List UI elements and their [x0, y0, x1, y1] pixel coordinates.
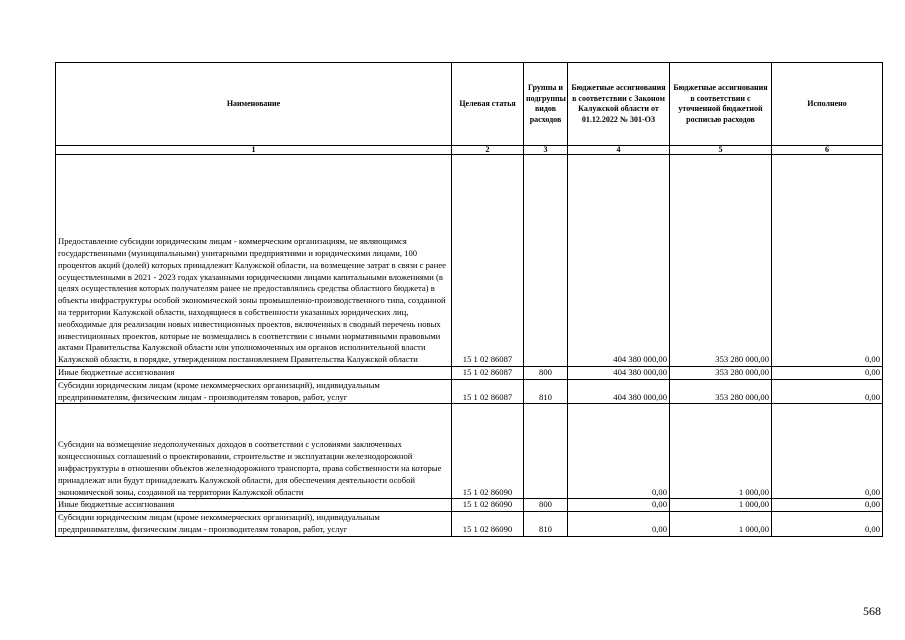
row-executed-amount: 0,00	[772, 499, 883, 512]
row-target-code: 15 1 02 86090	[452, 404, 524, 499]
row-name: Субсидии юридическим лицам (кроме некоммерческих организаций), индивидуальным предпринимателям, физическим лицам - производителям товаров, работ, услуг	[56, 512, 452, 537]
row-group	[524, 155, 568, 367]
column-number: 6	[772, 146, 883, 155]
page-number: 568	[863, 604, 881, 618]
row-law-amount: 404 380 000,00	[568, 155, 670, 367]
row-refined-amount: 1 000,00	[670, 404, 772, 499]
row-refined-amount: 353 280 000,00	[670, 155, 772, 367]
column-number: 4	[568, 146, 670, 155]
table-row	[56, 379, 883, 404]
header-expense-groups: Группы и подгруппы видов расходов	[524, 63, 568, 146]
row-name: Иные бюджетные ассигнования	[56, 499, 452, 512]
row-law-amount: 404 380 000,00	[568, 379, 670, 404]
row-executed-amount: 0,00	[772, 379, 883, 404]
row-executed-amount: 0,00	[772, 404, 883, 499]
header-row	[56, 63, 883, 146]
header-refined-allocations: Бюджетные ассигнования в соответствии с уточненной бюджетной росписью расходов	[670, 63, 772, 146]
column-number: 3	[524, 146, 568, 155]
row-law-amount: 0,00	[568, 499, 670, 512]
table-row	[56, 499, 883, 512]
budget-execution-table	[55, 62, 883, 537]
column-number: 1	[56, 146, 452, 155]
row-refined-amount: 1 000,00	[670, 499, 772, 512]
row-group: 800	[524, 499, 568, 512]
row-group: 800	[524, 367, 568, 380]
row-name: Иные бюджетные ассигнования	[56, 367, 452, 380]
row-executed-amount: 0,00	[772, 367, 883, 380]
table-row	[56, 404, 883, 499]
row-group: 810	[524, 379, 568, 404]
table-row	[56, 367, 883, 380]
row-target-code: 15 1 02 86090	[452, 512, 524, 537]
row-refined-amount: 353 280 000,00	[670, 367, 772, 380]
row-target-code: 15 1 02 86087	[452, 379, 524, 404]
header-law-allocations: Бюджетные ассигнования в соответствии с Законом Калужской области от 01.12.2022 № 301-ОЗ	[568, 63, 670, 146]
header-executed: Исполнено	[772, 63, 883, 146]
row-target-code: 15 1 02 86087	[452, 367, 524, 380]
row-law-amount: 0,00	[568, 512, 670, 537]
column-number: 2	[452, 146, 524, 155]
row-executed-amount: 0,00	[772, 155, 883, 367]
row-law-amount: 404 380 000,00	[568, 367, 670, 380]
table-row	[56, 512, 883, 537]
row-refined-amount: 1 000,00	[670, 512, 772, 537]
row-target-code: 15 1 02 86087	[452, 155, 524, 367]
row-group: 810	[524, 512, 568, 537]
column-number: 5	[670, 146, 772, 155]
column-number-row	[56, 146, 883, 155]
row-refined-amount: 353 280 000,00	[670, 379, 772, 404]
row-law-amount: 0,00	[568, 404, 670, 499]
row-name: Предоставление субсидии юридическим лицам - коммерческим организациям, не являющимся государственными (муниципальными) унитарными предприятиями и юридическими лицами, 100 процентов акций (долей) которых принадлежит Калужской области, на возмещение затрат в связи с ранее осуществленными в 2021 - 2023 годах указанными юридическими лицами капитальными вложениями (в целях осуществления которых получателям ранее не предоставлялись средства областного бюджета) в объекты инфраструктуры особой экономической зоны промышленно-производственного типа, созданной на территории Калужской области, находящиеся в собственности указанных юридических лиц, необходимые для реализации новых инвестиционных проектов, включенных в сводный перечень новых инвестиционных проектов, которые не возмещались в соответствии с иными нормативными правовыми актами Правительства Калужской области или уполномоченных им органов исполнительной власти Калужской области, в порядке, утвержденном постановлением Правительства Калужской области	[56, 155, 452, 367]
header-name: Наименование	[56, 63, 452, 146]
row-target-code: 15 1 02 86090	[452, 499, 524, 512]
header-target-article: Целевая статья	[452, 63, 524, 146]
row-group	[524, 404, 568, 499]
row-executed-amount: 0,00	[772, 512, 883, 537]
row-name: Субсидии на возмещение недополученных доходов в соответствии с условиями заключенных концессионных соглашений о проектировании, строительстве и эксплуатации железнодорожной инфраструктуры в отношении объектов железнодорожного транспорта, права собственности на которые принадлежат или будут принадлежать Калужской области, для обеспечения деятельности особой экономической зоны, созданной на территории Калужской области	[56, 404, 452, 499]
table-row	[56, 155, 883, 367]
row-name: Субсидии юридическим лицам (кроме некоммерческих организаций), индивидуальным предпринимателям, физическим лицам - производителям товаров, работ, услуг	[56, 379, 452, 404]
